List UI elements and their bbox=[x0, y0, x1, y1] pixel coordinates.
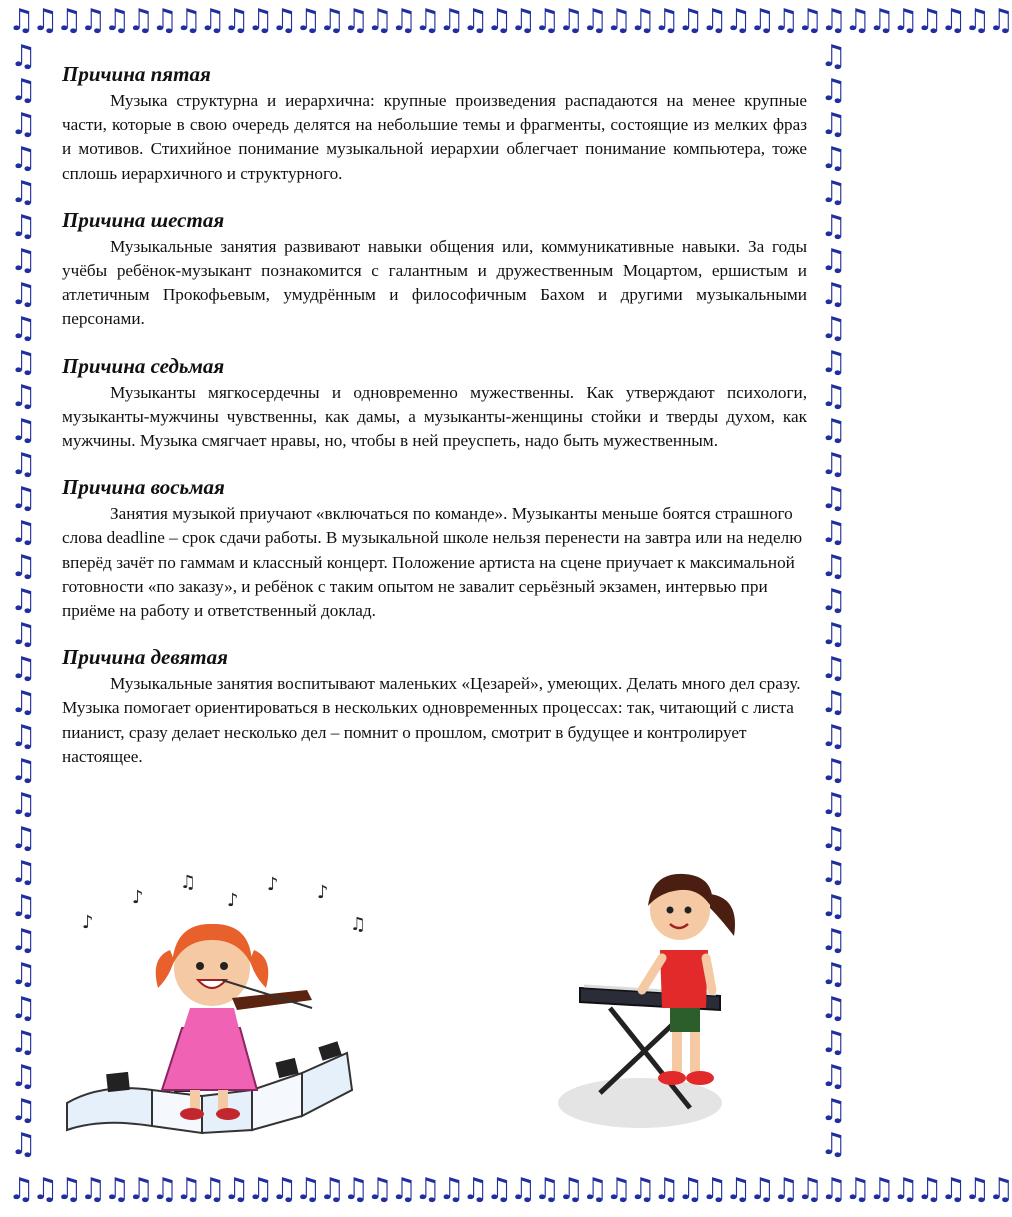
section-heading: Причина пятая bbox=[62, 62, 211, 86]
svg-text:♫: ♫ bbox=[180, 872, 197, 893]
violin-girl-illustration bbox=[62, 868, 392, 1148]
svg-text:♪: ♪ bbox=[317, 882, 329, 903]
section-text: Музыкальные занятия воспитывают маленьких «Цезарей», умеющих. Делать много дел сразу. Музыка помогает ориентироваться в нескольких одновременных процессах: так, читающий с листа пианист, сразу делает несколько дел – помнит о прошлом, смотрит в будущее и контролирует настоящее. bbox=[62, 674, 801, 766]
border-top-notes: ♫♫♫♫♫♫♫♫♫♫♫♫♫♫♫♫♫♫♫♫♫♫♫♫♫♫♫♫♫♫♫♫♫♫♫♫♫♫♫♫♫♫ bbox=[8, 3, 1012, 38]
section-text: Занятия музыкой приучают «включаться по команде». Музыканты меньше боятся страшного слова deadline – срок сдачи работы. В музыкальной школе нельзя перенести на завтра или на неделю вперёд зачёт по гаммам и классный концерт. Положение артиста на сцене приучает к максимальной готовности «по заказу», и ребёнок с таким опытом не завалит серьёзный экзамен, интервью при приёме на работу и ответственный доклад. bbox=[62, 504, 803, 621]
svg-text:♪: ♪ bbox=[82, 912, 94, 933]
keyboard-girl-illustration bbox=[560, 858, 750, 1138]
svg-text:♫: ♫ bbox=[350, 914, 367, 935]
section-reason-6 bbox=[62, 208, 807, 332]
svg-text:♪: ♪ bbox=[132, 887, 144, 908]
keyboard-girl-figure bbox=[642, 874, 735, 1085]
section-reason-8 bbox=[62, 475, 807, 623]
section-text: Музыка структурна и иерархична: крупные произведения распадаются на менее крупные части, которые в свою очередь делятся на небольшие темы и фрагменты, состоящие из мелких фраз и мотивов. Стихийное понимание музыкальной иерархии облегчает понимание компьютера, тоже сплошь иерархичного и структурного. bbox=[62, 91, 807, 183]
border-bottom-notes: ♫♫♫♫♫♫♫♫♫♫♫♫♫♫♫♫♫♫♫♫♫♫♫♫♫♫♫♫♫♫♫♫♫♫♫♫♫♫♫♫♫♫ bbox=[8, 1172, 1012, 1207]
border-left-notes: ♫ ♫ ♫ ♫ ♫ ♫ ♫ ♫ ♫ ♫ ♫ ♫ ♫ ♫ ♫ ♫ ♫ ♫ ♫ ♫ ♫ ♫ ♫ ♫ ♫ ♫ ♫ ♫ ♫ ♫ ♫ ♫ ♫ bbox=[10, 39, 37, 1162]
section-reason-5 bbox=[62, 62, 807, 186]
section-reason-9 bbox=[62, 645, 807, 769]
section-heading: Причина седьмая bbox=[62, 353, 225, 378]
section-heading: Причина девятая bbox=[62, 645, 228, 670]
svg-text:♪: ♪ bbox=[227, 890, 239, 911]
border-right-notes: ♫ ♫ ♫ ♫ ♫ ♫ ♫ ♫ ♫ ♫ ♫ ♫ ♫ ♫ ♫ ♫ ♫ ♫ ♫ ♫ ♫ ♫ ♫ ♫ ♫ ♫ ♫ ♫ ♫ ♫ ♫ ♫ ♫ bbox=[820, 39, 847, 1162]
section-reason-7 bbox=[62, 354, 807, 454]
svg-text:♪: ♪ bbox=[267, 874, 279, 895]
section-heading: Причина восьмая bbox=[62, 475, 225, 500]
section-text: Музыкальные занятия развивают навыки общения или, коммуникативные навыки. За годы учёбы ребёнок-музыкант познакомится с галантным и дружественным Моцартом, ершистым и атлетичным Прокофьевым, умудрённым и философичным Бахом и другими музыкальными персонами. bbox=[62, 236, 807, 329]
floor-shadow bbox=[558, 1078, 722, 1128]
document-body bbox=[62, 62, 807, 791]
section-text: Музыканты мягкосердечны и одновременно мужественны. Как утверждают психологи, музыканты-мужчины чувственны, как дамы, а музыканты-женщины стойки и тверды духом, как мужчины. Музыка смягчает нравы, но, чтобы в ней преуспеть, надо быть мужественным. bbox=[62, 382, 807, 451]
section-heading: Причина шестая bbox=[62, 207, 225, 232]
